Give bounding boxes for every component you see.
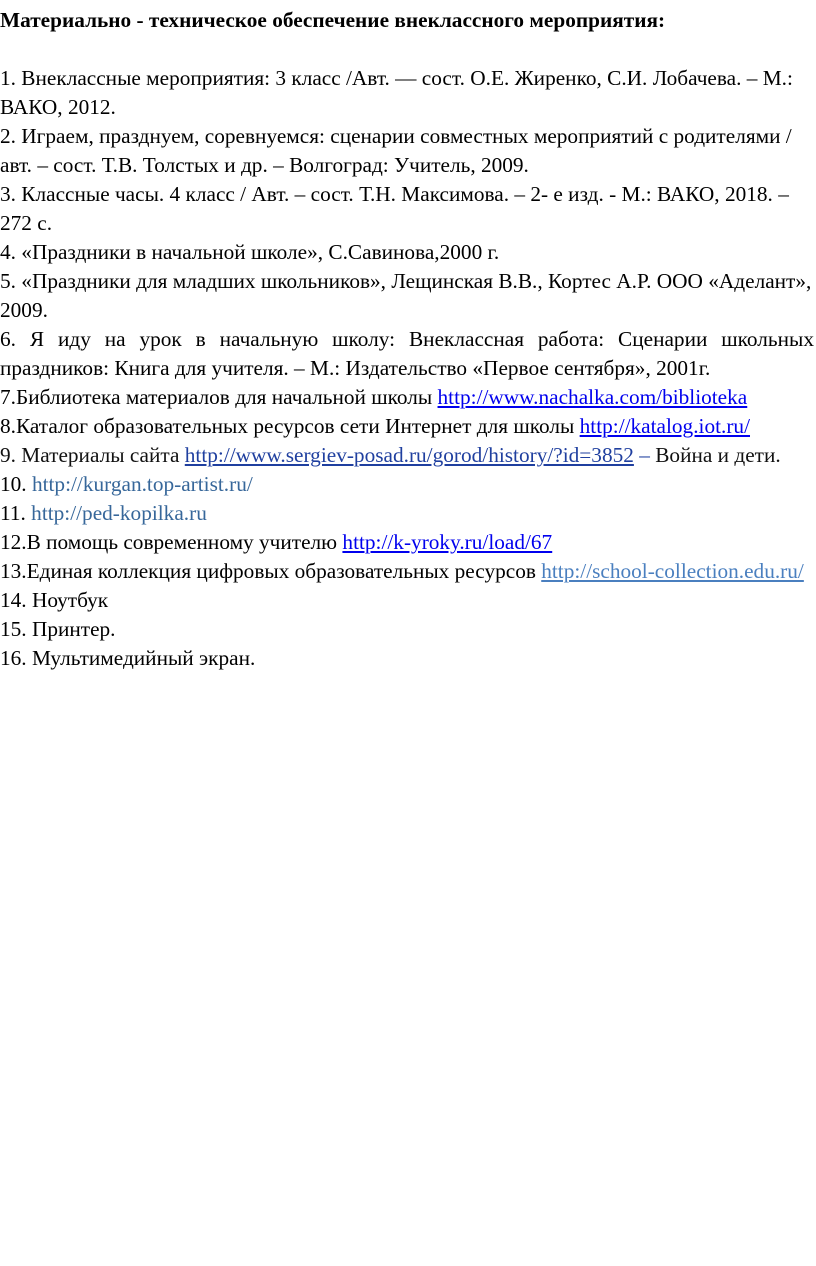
- list-item-8: [0, 412, 814, 441]
- school-collection-link[interactable]: http://school-collection.edu.ru/: [541, 559, 804, 583]
- list-item-10: [0, 470, 814, 499]
- list-item-9-text: 9. Материалы сайта: [0, 443, 180, 467]
- nachalka-link[interactable]: http://www.nachalka.com/biblioteka: [437, 385, 748, 409]
- page-title: Материально - техническое обеспечение внеклассного мероприятия:: [0, 8, 666, 32]
- list-item-15: 15. Принтер.: [0, 617, 116, 641]
- list-item-1: 1. Внеклассные мероприятия: 3 класс /Авт. — сост. О.Е. Жиренко, С.И. Лобачева. – М.: ВАКО, 2012.: [0, 66, 793, 119]
- list-item-8-text: 8.Каталог образовательных ресурсов сети Интернет для школы: [0, 414, 575, 438]
- list-item-11: [0, 499, 814, 528]
- list-item-7-text: 7.Библиотека материалов для начальной школы: [0, 385, 433, 409]
- list-item-6: 6. Я иду на урок в начальную школу: Внеклассная работа: Сценарии школьных праздников: Книга для учителя. – М.: Издательство «Первое сентября», 2001г.: [0, 327, 814, 380]
- list-item-13: [0, 557, 814, 586]
- document-page: [0, 6, 814, 673]
- list-item-10-number: 10.: [0, 472, 27, 496]
- list-item-13-text: 13.Единая коллекция цифровых образовательных ресурсов: [0, 559, 536, 583]
- list-item-12: [0, 528, 814, 557]
- list-item-16: 16. Мультимедийный экран.: [0, 646, 256, 670]
- list-item-11-number: 11.: [0, 501, 26, 525]
- list-item-7: [0, 383, 814, 412]
- list-item-4: 4. «Праздники в начальной школе», С.Савинова,2000 г.: [0, 240, 500, 264]
- list-item-14: 14. Ноутбук: [0, 588, 109, 612]
- list-item-9-dash: –: [639, 443, 650, 467]
- list-item-2: 2. Играем, празднуем, соревнуемся: сценарии совместных мероприятий с родителями / авт. – сост. Т.В. Толстых и др. – Волгоград: Учитель, 2009.: [0, 124, 792, 177]
- list-item-12-text: 12.В помощь современному учителю: [0, 530, 338, 554]
- ped-kopilka-link[interactable]: http://ped-kopilka.ru: [31, 501, 207, 525]
- k-yroky-link[interactable]: http://k-yroky.ru/load/67: [342, 530, 553, 554]
- list-item-9: [0, 441, 814, 470]
- list-item-9-tail: Война и дети.: [655, 443, 781, 467]
- katalog-link[interactable]: http://katalog.iot.ru/: [579, 414, 750, 438]
- kurgan-link[interactable]: http://kurgan.top-artist.ru/: [31, 472, 253, 496]
- list-item-3: 3. Классные часы. 4 класс / Авт. – сост. Т.Н. Максимова. – 2- е изд. - М.: ВАКО, 2018. – 272 с.: [0, 182, 789, 235]
- sergiev-posad-link[interactable]: http://www.sergiev-posad.ru/gorod/history/?id=3852: [184, 443, 634, 467]
- list-item-5: 5. «Праздники для младших школьников», Лещинская В.В., Кортес А.Р. ООО «Аделант», 2009.: [0, 269, 812, 322]
